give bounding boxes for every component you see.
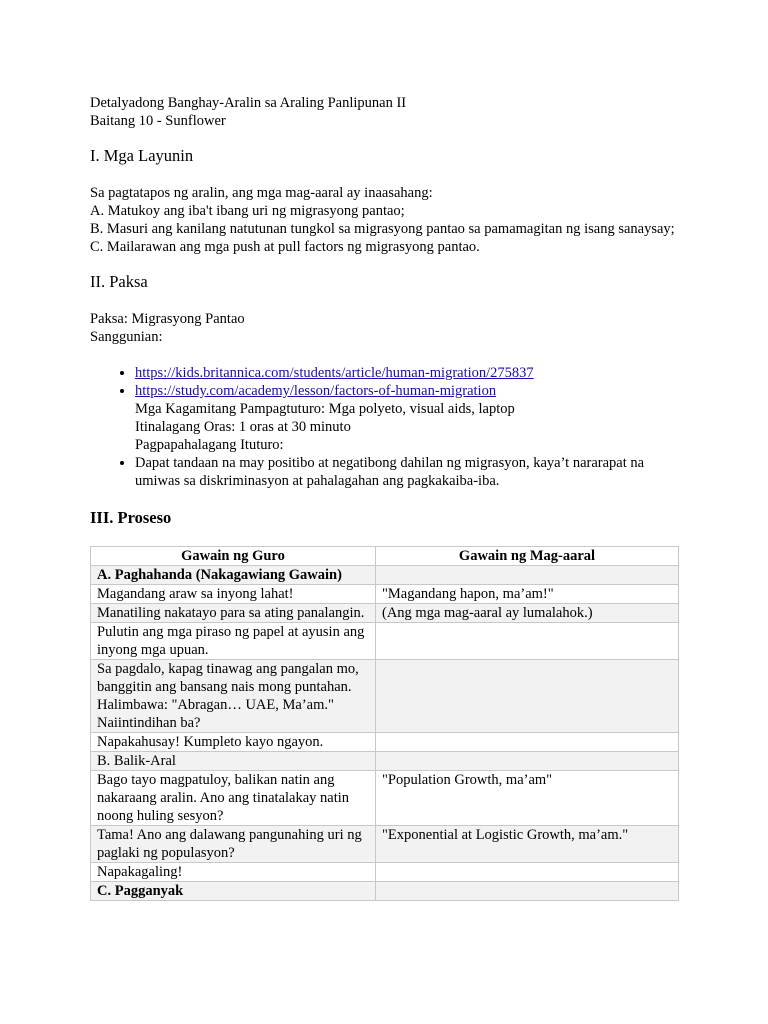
table-row (91, 623, 679, 660)
table-cell: Magandang araw sa inyong lahat! (91, 585, 376, 604)
topic-line: Paksa: Migrasyong Pantao (90, 311, 245, 327)
table-cell: "Exponential at Logistic Growth, ma’am." (376, 826, 679, 863)
reference-list (90, 364, 678, 490)
table-header-row (91, 547, 679, 566)
document-title: Detalyadong Banghay-Aralin sa Araling Panlipunan II (90, 95, 407, 111)
table-row (91, 660, 679, 733)
table-row (91, 882, 679, 901)
table-cell (376, 752, 679, 771)
table-cell: Sa pagdalo, kapag tinawag ang pangalan mo, banggitin ang bansang nais mong puntahan. Halimbawa: "Abragan… UAE, Ma’am." Naiintindihan ba? (91, 660, 376, 733)
table-cell: Napakahusay! Kumpleto kayo ngayon. (91, 733, 376, 752)
table-cell: "Population Growth, ma’am" (376, 771, 679, 826)
table-cell (376, 863, 679, 882)
table-cell: Manatiling nakatayo para sa ating panalangin. (91, 604, 376, 623)
table-row (91, 585, 679, 604)
table-row (91, 863, 679, 882)
column-header-student: Gawain ng Mag-aaral (376, 547, 679, 566)
objective-item: A. Matukoy ang iba't ibang uri ng migrasyong pantao; (90, 203, 405, 219)
table-cell: (Ang mga mag-aaral ay lumalahok.) (376, 604, 679, 623)
time-allotment-line: Itinalagang Oras: 1 oras at 30 minuto (135, 419, 351, 435)
table-row (91, 733, 679, 752)
process-table (90, 546, 679, 901)
list-item (135, 382, 678, 400)
section-heading-topic: II. Paksa (90, 272, 148, 291)
column-header-teacher: Gawain ng Guro (91, 547, 376, 566)
document-header (90, 94, 678, 130)
table-cell (376, 882, 679, 901)
table-row (91, 566, 679, 585)
reference-link-study[interactable]: https://study.com/academy/lesson/factors-of-human-migration (135, 383, 497, 399)
values-label: Pagpapahalagang Ituturo: (135, 437, 284, 453)
table-cell: A. Paghahanda (Nakagawiang Gawain) (91, 566, 376, 585)
section-heading-process: III. Proseso (90, 508, 172, 527)
list-item (135, 364, 678, 382)
references-label: Sanggunian: (90, 329, 163, 345)
objective-item: C. Mailarawan ang mga push at pull factors ng migrasyong pantao. (90, 239, 480, 255)
table-cell: B. Balik-Aral (91, 752, 376, 771)
grade-section: Baitang 10 - Sunflower (90, 113, 226, 129)
objectives-intro: Sa pagtatapos ng aralin, ang mga mag-aaral ay inaasahang: (90, 185, 433, 201)
list-item (135, 400, 678, 454)
table-cell: Pulutin ang mga piraso ng papel at ayusin ang inyong mga upuan. (91, 623, 376, 660)
table-cell (376, 660, 679, 733)
table-row (91, 826, 679, 863)
table-cell (376, 566, 679, 585)
table-cell: Tama! Ano ang dalawang pangunahing uri ng paglaki ng populasyon? (91, 826, 376, 863)
values-text: Dapat tandaan na may positibo at negatibong dahilan ng migrasyon, kaya’t nararapat na umiwas sa diskriminasyon at pahalagahan ang pagkakaiba-iba. (135, 455, 645, 489)
table-cell: C. Pagganyak (91, 882, 376, 901)
table-cell (376, 623, 679, 660)
section-heading-objectives: I. Mga Layunin (90, 146, 194, 165)
materials-line: Mga Kagamitang Pampagtuturo: Mga polyeto, visual aids, laptop (135, 401, 515, 417)
table-row (91, 752, 679, 771)
list-item (135, 454, 678, 490)
objective-item: B. Masuri ang kanilang natutunan tungkol sa migrasyong pantao sa pamamagitan ng isang sanaysay; (90, 221, 675, 237)
table-row (91, 771, 679, 826)
table-row (91, 604, 679, 623)
table-cell: "Magandang hapon, ma’am!" (376, 585, 679, 604)
table-cell: Napakagaling! (91, 863, 376, 882)
table-cell: Bago tayo magpatuloy, balikan natin ang nakaraang aralin. Ano ang tinatalakay natin noong huling sesyon? (91, 771, 376, 826)
table-cell (376, 733, 679, 752)
reference-link-britannica[interactable]: https://kids.britannica.com/students/article/human-migration/275837 (135, 365, 534, 381)
